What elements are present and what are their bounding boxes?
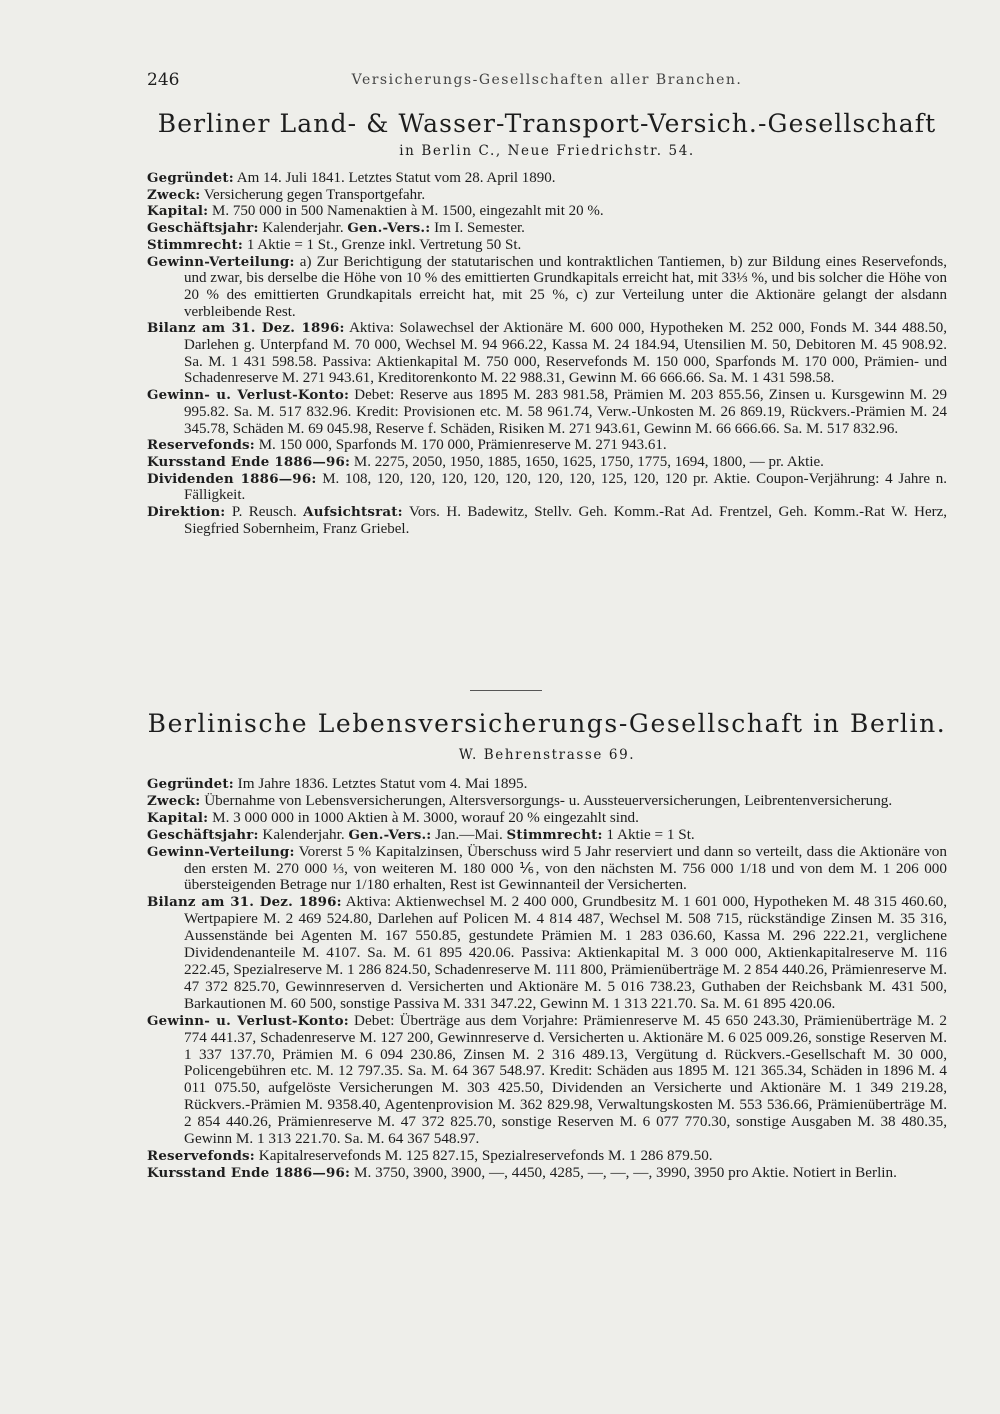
entry-text: Kalenderjahr. <box>262 825 345 843</box>
entry-label: Kursstand Ende 1886—96: <box>147 1164 351 1181</box>
entry-text-2: Im I. Semester. <box>434 220 525 237</box>
entry-zweck <box>147 187 947 204</box>
entry-label: Bilanz am 31. Dez. 1896: <box>147 320 345 337</box>
entry-text-3: 1 Aktie = 1 St. <box>606 825 695 843</box>
entry-text: Im Jahre 1836. Letztes Statut vom 4. Mai 1895. <box>237 775 528 792</box>
entry-text: P. Reusch. <box>231 504 297 521</box>
entry-text: Versicherung gegen Transportgefahr. <box>203 186 426 203</box>
entry-gewinn-verlust <box>147 387 947 437</box>
entry-reservefonds <box>147 437 947 454</box>
entry-gegruendet <box>147 170 947 187</box>
company-title: Berlinische Lebensversicherungs-Gesellschaft in Berlin. <box>147 709 947 738</box>
entry-text-2: Jan.—Mai. <box>435 825 503 843</box>
entry-geschaeftsjahr <box>147 220 947 237</box>
entry-label-2: Aufsichtsrat: <box>303 504 403 521</box>
entry-label: Gegründet: <box>147 776 234 792</box>
entry-bilanz <box>147 320 947 387</box>
entry-label-2: Gen.-Vers.: <box>348 826 432 843</box>
entry-label: Bilanz am 31. Dez. 1896: <box>147 894 342 911</box>
entry-stimmrecht <box>147 237 947 254</box>
entry-kapital <box>147 810 947 827</box>
entry-bilanz <box>147 894 947 1012</box>
entry-label: Gegründet: <box>147 170 234 186</box>
entry-label: Dividenden 1886—96: <box>147 470 317 487</box>
running-title: Versicherungs-Gesellschaften aller Branchen. <box>351 72 743 88</box>
entry-label: Stimmrecht: <box>147 236 244 253</box>
entry-text: 1 Aktie = 1 St., Grenze inkl. Vertretung 50 St. <box>246 236 522 253</box>
running-head <box>147 70 947 94</box>
entry-text: M. 3750, 3900, 3900, —, 4450, 4285, —, —, —, 3990, 3950 pro Aktie. Notiert in Berlin. <box>353 1163 897 1181</box>
entry-label-2: Gen.-Vers.: <box>347 220 431 237</box>
company-location: in Berlin C., Neue Friedrichstr. 54. <box>399 143 695 159</box>
entry-label: Gewinn- u. Verlust-Konto: <box>147 1012 349 1029</box>
entry-kursstand <box>147 454 947 471</box>
entry-label-3: Stimmrecht: <box>506 826 603 843</box>
entry-text: Kapitalreservefonds M. 125 827.15, Spezialreservefonds M. 1 286 879.50. <box>258 1146 713 1164</box>
entry-text: M. 2275, 2050, 1950, 1885, 1650, 1625, 1750, 1775, 1694, 1800, — pr. Aktie. <box>353 453 824 470</box>
entry-text: a) Zur Berichtigung der statutarischen und kontraktlichen Tantiemen, b) zur Bildung eines Reservefonds, und zwar, bis derselbe die Höhe von 10 % des emittierten Grundkapitals erreicht hat, mit 33⅓ %, und bis solcher die Höhe von 20 % des emittierten Grundkapitals erreicht hat, mit 25 %, c) zur Verteilung unter die Aktionäre gelangt der alsdann verbleibende Rest. <box>184 253 947 320</box>
entry-label: Gewinn-Verteilung: <box>147 843 295 860</box>
entry-reservefonds <box>147 1148 947 1165</box>
entry-zweck <box>147 793 947 810</box>
entry-text: Debet: Überträge aus dem Vorjahre: Prämienreserve M. 45 650 243.30, Prämienüberträge M. 2 774 441.37, Schadenreserve M. 127 200, Gewinnreserve d. Versicherten u. Aktionäre M. 6 025 009.26, sonstige Reserven M. 1 337 137.70, Prämien M. 6 094 230.86, Zinsen M. 2 316 489.13, Vergütung d. Rückvers.-Gesellschaft M. 30 000, Policengebühren etc. M. 12 797.35. Sa. M. 64 367 548.97. Kredit: Schäden aus 1895 M. 121 365.34, Schäden in 1896 M. 4 011 075.50, aufgelöste Versicherungen M. 303 425.50, Dividenden an Versicherte und Aktionäre M. 1 349 219.28, Rückvers.-Prämien M. 9358.40, Agentenprovision M. 362 829.98, Verwaltungskosten M. 553 536.66, Prämienüberträge M. 2 854 440.26, Prämienreserve M. 47 372 825.70, sonstige Reserven M. 6 077 770.30, sonstige Ausgaben M. 38 480.35, Gewinn M. 1 313 221.70. Sa. M. 64 367 548.97. <box>184 1011 948 1148</box>
entry-gegruendet <box>147 776 947 793</box>
entry-gewinn-verlust <box>147 1013 947 1148</box>
entry-text: Aktiva: Aktienwechsel M. 2 400 000, Grundbesitz M. 1 601 000, Hypotheken M. 48 315 460.60, Wertpapiere M. 2 469 524.80, Darlehen auf Policen M. 4 814 487, Wechsel M. 508 715, rückständige Zinsen M. 35 316, Aussenstände bei Agenten M. 167 550.85, gestundete Prämien M. 1 283 036.60, Kassa M. 296 222.21, verglichene Dividendenanteile M. 4107. Sa. M. 61 895 420.06. Passiva: Aktienkapital M. 3 000 000, Aktienkapitalreserve M. 116 222.45, Spezialreserve M. 1 286 824.50, Schadenreserve M. 111 800, Prämienüberträge M. 2 854 440.26, Prämienreserve M. 47 372 825.70, Gewinnreserven d. Versicherten und Aktionäre M. 5 016 738.23, Guthaben der Reichsbank M. 431 500, Barkautionen M. 60 500, sonstige Passiva M. 331 347.22, Gewinn M. 1 313 221.70. Sa. M. 61 895 420.06. <box>184 893 947 1012</box>
entry-direktion <box>147 504 947 537</box>
company-section-berliner-land-wasser <box>147 108 947 537</box>
entry-text: Aktiva: Solawechsel der Aktionäre M. 600 000, Hypotheken M. 252 000, Fonds M. 344 488.50, Darlehen g. Unterpfand M. 70 000, Wechsel M. 94 966.22, Kassa M. 24 184.94, Utensilien M. 50, Debitoren M. 45 908.92. Sa. M. 1 431 598.58. Passiva: Aktienkapital M. 750 000, Reservefonds M. 150 000, Sparfonds M. 170 000, Prämien- und Schadenreserve M. 271 943.61, Kreditorenkonto M. 22 988.31, Gewinn M. 66 666.66. Sa. M. 1 431 598.58. <box>184 320 947 387</box>
entry-dividenden <box>147 471 947 504</box>
entry-label: Kursstand Ende 1886—96: <box>147 453 351 470</box>
company-title: Berliner Land- & Wasser-Transport-Versich.-Gesellschaft <box>157 109 937 138</box>
entry-text-2: Vors. H. Badewitz, Stellv. Geh. Komm.-Rat Ad. Frentzel, Geh. Komm.-Rat W. Herz, Siegfried Sobernheim, Franz Griebel. <box>184 504 948 537</box>
entry-gewinn-verteilung <box>147 844 947 895</box>
entry-label: Geschäftsjahr: <box>147 826 259 843</box>
entry-label: Gewinn-Verteilung: <box>147 253 295 270</box>
company-section-berlinische-leben <box>147 708 947 1182</box>
entry-label: Reservefonds: <box>147 437 255 454</box>
entry-text: M. 108, 120, 120, 120, 120, 120, 120, 120, 125, 120, 120 pr. Aktie. Coupon-Verjährung: 4 Jahre n. Fälligkeit. <box>184 470 947 504</box>
entry-label: Reservefonds: <box>147 1147 255 1164</box>
company-location: W. Behrenstrasse 69. <box>458 747 636 763</box>
entry-text: Am 14. Juli 1841. Letztes Statut vom 28. April 1890. <box>236 170 556 186</box>
entry-text: Übernahme von Lebensversicherungen, Altersversorgungs- u. Aussteuerversicherungen, Leibrentenversicherung. <box>204 791 893 809</box>
page-number: 246 <box>147 70 180 90</box>
section-divider <box>470 690 542 691</box>
entry-gewinn-verteilung <box>147 254 947 321</box>
entry-text: M. 3 000 000 in 1000 Aktien à M. 3000, worauf 20 % eingezahlt sind. <box>212 808 639 826</box>
entry-label: Direktion: <box>147 504 226 521</box>
entry-text: M. 750 000 in 500 Namenaktien à M. 1500, eingezahlt mit 20 %. <box>212 203 604 220</box>
entry-geschaeftsjahr <box>147 827 947 844</box>
entry-label: Kapital: <box>147 809 209 826</box>
entry-text: M. 150 000, Sparfonds M. 170 000, Prämienreserve M. 271 943.61. <box>258 437 667 454</box>
entry-kapital <box>147 203 947 220</box>
entry-label: Geschäftsjahr: <box>147 220 259 237</box>
entry-label: Zweck: <box>147 186 201 203</box>
entry-kursstand <box>147 1165 947 1182</box>
entry-text: Kalenderjahr. <box>262 220 344 237</box>
entry-label: Zweck: <box>147 792 201 809</box>
entry-text: Vorerst 5 % Kapitalzinsen, Überschuss wird 5 Jahr reserviert und dann so verteilt, dass die Aktionäre von den ersten M. 270 000 ⅓, von weiteren M. 180 000 ⅙, von den nächsten M. 756 000 1/18 und von dem M. 1 206 000 übersteigenden Betrage nur 1/180 erhalten, Rest ist Gewinnanteil der Versicherten. <box>184 842 947 894</box>
entry-label: Gewinn- u. Verlust-Konto: <box>147 387 350 404</box>
entry-label: Kapital: <box>147 203 209 220</box>
entry-text: Debet: Reserve aus 1895 M. 283 981.58, Prämien M. 203 855.56, Zinsen u. Kursgewinn M. 29 995.82. Sa. M. 517 832.96. Kredit: Provisionen etc. M. 58 961.74, Verw.-Unkosten M. 26 869.19, Rückvers.-Prämien M. 24 345.78, Schäden M. 69 045.98, Reserve f. Schäden, Risiken M. 271 943.61, Gewinn M. 66 666.66. Sa. M. 517 832.96. <box>184 387 948 437</box>
